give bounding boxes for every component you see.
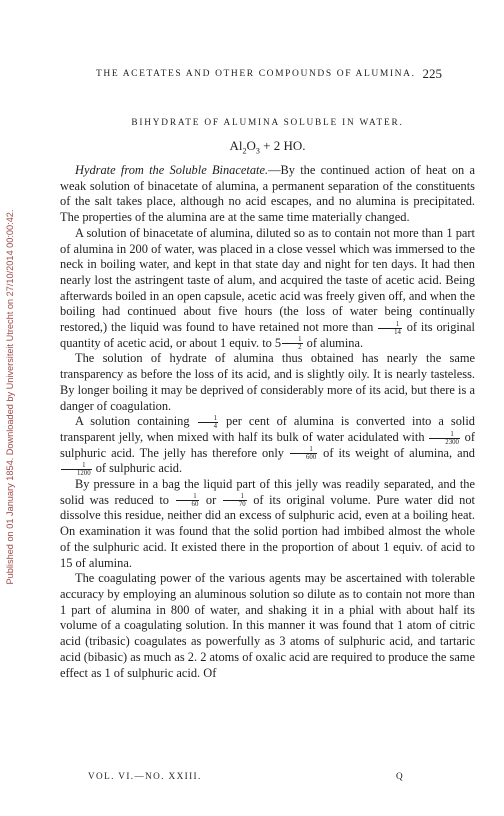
- fraction: [61, 462, 92, 477]
- fraction: [282, 336, 302, 351]
- fraction: [429, 431, 460, 446]
- fraction: [198, 415, 218, 430]
- fraction: [176, 493, 200, 508]
- section-title: BIHYDRATE OF ALUMINA SOLUBLE IN WATER.: [131, 118, 404, 128]
- page-header: [96, 66, 442, 82]
- formula-al: Al: [229, 137, 243, 153]
- chemical-formula: [60, 138, 475, 159]
- paragraph-4-d: of its weight of alumina, and: [318, 445, 475, 460]
- paragraph-4-c: of sulphuric acid. The jelly has therefore only: [60, 429, 475, 460]
- paragraph-4-b: per cent of alumina is converted into a solid transparent jelly, when mixed with half its bulk of water acidulated with: [60, 414, 475, 444]
- paragraph-2-b: of its original quantity of acetic acid, or about 1 equiv. to 5: [60, 320, 475, 350]
- paragraph-4-e: of sulphuric acid.: [92, 461, 183, 476]
- paragraph-5-c: of its original volume. Pure water did not dissolve this residue, neither did an excess of sulphuric acid, even at a boiling heat. On examination it was found that the solid portion had imbibed almost the whole of the sulphuric acid. It existed there in the proportion of about 1 equiv. of acid to 15 of alumina.: [60, 492, 475, 570]
- paragraph-1-text: —By the continued action of heat on a weak solution of binacetate of alumina, a permanent separation of the constituents of the salt takes place, although no acid escapes, and no alumina is precipitated. The properties of the alumina are at the same time materially changed.: [60, 163, 476, 225]
- fraction-numerator: 1: [378, 321, 402, 329]
- volume-label: VOL. VI.—NO. XXIII.: [88, 771, 202, 781]
- paragraph-2: [60, 226, 475, 352]
- formula-o: O: [246, 137, 256, 153]
- fraction-denominator: 1200: [77, 470, 91, 478]
- paragraph-2-c: of alumina.: [303, 335, 364, 350]
- formula-sub-2: 3: [255, 146, 260, 156]
- fraction: [290, 446, 317, 461]
- fraction-numerator: 1: [429, 431, 460, 439]
- fraction-numerator: 1: [61, 462, 92, 470]
- page-body: [60, 116, 475, 681]
- fraction-numerator: 1: [282, 336, 302, 344]
- fraction-numerator: 1: [290, 446, 317, 454]
- fraction: [378, 321, 402, 336]
- paragraph-3: The solution of hydrate of alumina thus obtained has nearly the same transparency as before the loss of its acid, and is slightly oily. It is nearly tasteless. By longer boiling it may be deprived of considerably more of its acid, but there is a danger of coagulation.: [60, 351, 475, 413]
- signature-mark: Q: [395, 771, 404, 781]
- fraction-denominator: 4: [213, 422, 218, 430]
- fraction-denominator: 70: [238, 501, 246, 509]
- fraction-denominator: 14: [394, 328, 401, 336]
- page-number: 225: [422, 66, 442, 81]
- page-footer: [88, 771, 404, 785]
- running-title: THE ACETATES AND OTHER COMPOUNDS OF ALUMINA.: [96, 69, 416, 79]
- paragraph-1-lead: Hydrate from the Soluble Binacetate.: [75, 163, 269, 177]
- formula-sub-1: 2: [242, 146, 247, 156]
- paragraph-4: [60, 414, 475, 477]
- download-watermark-text: Published on 01 January 1854. Downloaded by Universiteit Utrecht on 27/10/2014 00:00:42.: [5, 209, 15, 585]
- paragraph-2-a: A solution of binacetate of alumina, diluted so as to contain not more than 1 part of alumina in 200 of water, was placed in a close vessel which was immersed to the neck in boiling water, and kept in that state day and night for ten days. It had then nearly lost the astringent taste of alum, and acquired the taste of acetic acid. Being afterwards boiled in an open capsule, acetic acid was freely given off, and when the boiling had continued about five hours (the loss of water being continually restored,) the liquid was found to have retained not more than: [60, 225, 475, 335]
- paragraph-4-a: A solution containing: [75, 414, 197, 429]
- formula-rest: + 2 HO.: [259, 137, 306, 153]
- paragraph-1: [60, 163, 475, 226]
- fraction-denominator: 2300: [445, 438, 459, 446]
- download-watermark: [4, 112, 16, 682]
- paragraph-5-b: or: [200, 492, 222, 507]
- fraction-denominator: 60: [191, 501, 199, 509]
- fraction-denominator: 600: [305, 454, 317, 462]
- fraction-denominator: 2: [298, 344, 302, 352]
- fraction-numerator: 1: [223, 493, 247, 501]
- fraction-numerator: 1: [198, 415, 218, 423]
- paragraph-5: [60, 477, 475, 571]
- fraction: [223, 493, 247, 508]
- fraction-numerator: 1: [176, 493, 200, 501]
- paragraph-5-a: By pressure in a bag the liquid part of this jelly was readily separated, and the solid was reduced to: [60, 477, 475, 507]
- paragraph-6: The coagulating power of the various agents may be ascertained with tolerable accuracy by employing an aluminous solution so dilute as to contain not more than 1 part of alumina in 800 of water, and shaking it in a phial with about half its volume of a coagulating solution. In this manner it was found that 1 atom of citric acid (tribasic) coagulates as powerfully as 3 atoms of sulphuric acid, and tartaric acid (bibasic) as much as 2. 2 atoms of oxalic acid are required to produce the same effect as 1 of sulphuric acid. Of: [60, 571, 475, 680]
